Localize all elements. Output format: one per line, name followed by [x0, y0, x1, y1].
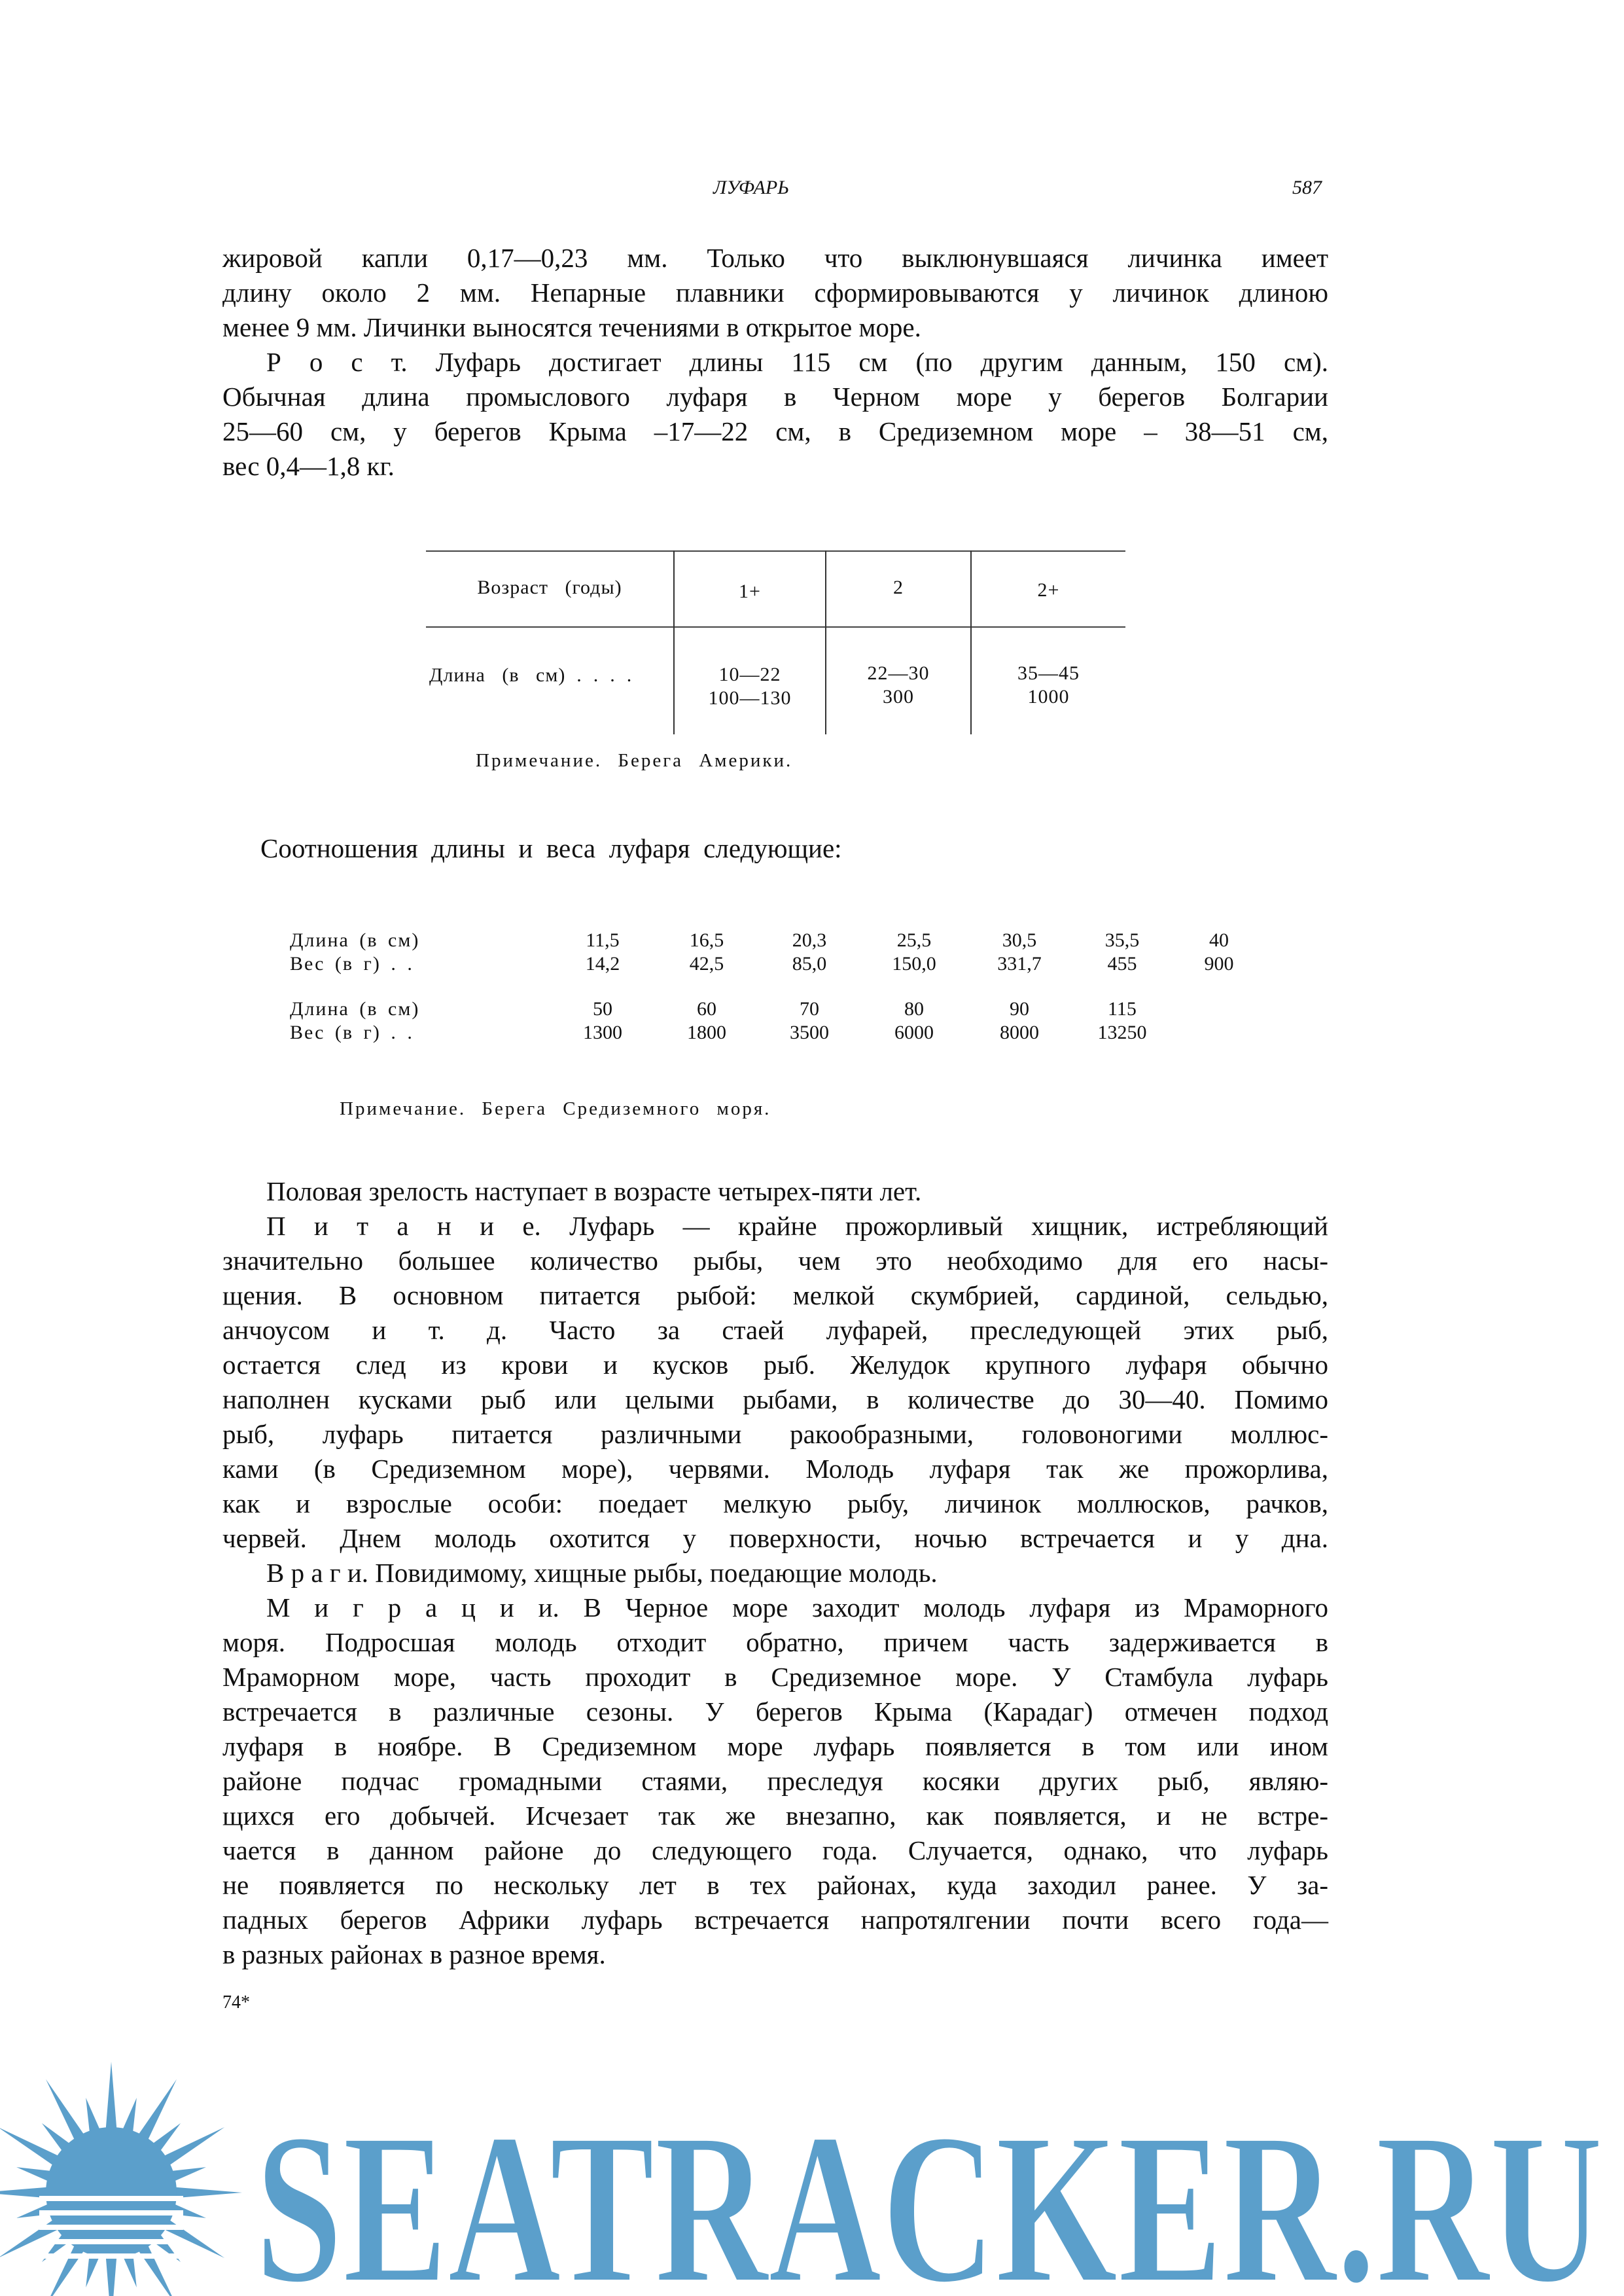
text-line: 25—60 см, у берегов Крыма –17—22 см, в Средиземном море – 38—51 см, [222, 416, 1328, 446]
text-line: остается след из крови и кусков рыб. Желудок крупного луфаря обычно [222, 1350, 1328, 1380]
signature-mark: 74* [222, 1992, 250, 2013]
running-title: ЛУФАРЬ [713, 177, 789, 198]
text-line: моря. Подросшая молодь отходит обратно, причем часть задерживается в [222, 1627, 1328, 1657]
text-line: М и г р а ц и и. В Черное море заходит молодь луфаря из Мраморного [266, 1592, 1328, 1623]
text-line: рыб, луфарь питается различными ракообразными, головоногими моллюс- [222, 1419, 1328, 1449]
table-weight: 1000 [1027, 686, 1070, 708]
weight-value: 13250 [1097, 1022, 1147, 1043]
text-line: червей. Днем молодь охотится у поверхности, ночью встречается и у дна. [222, 1523, 1328, 1553]
length-value: 70 [800, 998, 819, 1020]
weight-label: Вес (в г) . . [290, 1022, 414, 1043]
text-line: жировой капли 0,17—0,23 мм. Только что выклюнувшаяся личинка имеет [222, 243, 1328, 273]
length-value: 50 [593, 998, 612, 1020]
text-line: Р о с т. Луфарь достигает длины 115 см (по другим данным, 150 см). [266, 347, 1328, 377]
table-header-label: Возраст (годы) [477, 577, 622, 598]
seatracker-watermark [0, 2049, 1624, 2296]
length-value: 40 [1209, 929, 1229, 951]
length-value: 20,3 [792, 929, 827, 951]
length-value: 35,5 [1104, 929, 1140, 951]
text-line: падных берегов Африки луфарь встречается напротялгении почти всего года— [222, 1905, 1328, 1935]
weight-value: 455 [1107, 953, 1137, 975]
weight-value: 6000 [894, 1022, 934, 1043]
text-line: как и взрослые особи: поедает мелкую рыбу, личинок моллюсков, рачков, [222, 1488, 1328, 1518]
weight-value: 3500 [790, 1022, 829, 1043]
text-line: длину около 2 мм. Непарные плавники сформировываются у личинок длиною [222, 278, 1328, 308]
table-age: 1+ [739, 581, 761, 602]
length-value: 16,5 [689, 929, 724, 951]
weight-value: 8000 [1000, 1022, 1039, 1043]
weight-value: 14,2 [585, 953, 620, 975]
table-age: 2 [893, 577, 904, 598]
text-line: щения. В основном питается рыбой: мелкой скумбрией, сардиной, сельдью, [222, 1280, 1328, 1310]
length-value: 11,5 [586, 929, 620, 951]
text-line: ками (в Средиземном море), червями. Молодь луфаря так же прожорлива, [222, 1454, 1328, 1484]
text-line: луфаря в ноябре. В Средиземном море луфарь появляется в том или ином [222, 1731, 1328, 1761]
sun-logo-icon [0, 2062, 242, 2296]
text-line: Обычная длина промыслового луфаря в Черном море у берегов Болгарии [222, 382, 1328, 412]
table-note: Примечание. Берега Средиземного моря. [340, 1098, 771, 1119]
sun-ray [105, 2255, 116, 2296]
table-weight: 100—130 [708, 687, 792, 709]
text-line: встречается в различные сезоны. У берегов Крыма (Карадаг) отмечен подход [222, 1696, 1328, 1727]
text-line: чается в данном районе до следующего года. Случается, однако, что луфарь [222, 1835, 1328, 1865]
text-line: вес 0,4—1,8 кг. [222, 451, 395, 481]
weight-value: 85,0 [792, 953, 827, 975]
table-weight: 300 [883, 686, 914, 708]
table-length: 22—30 [867, 662, 930, 684]
text-line: Мраморном море, часть проходит в Средиземное море. У Стамбула луфарь [222, 1662, 1328, 1692]
sun-wave [39, 2253, 183, 2259]
text-line: в разных районах в разное время. [222, 1939, 606, 1969]
weight-value: 1300 [583, 1022, 622, 1043]
table-length: 35—45 [1017, 662, 1080, 684]
weight-label: Вес (в г) . . [290, 953, 414, 975]
text-line: значительно большее количество рыбы, чем это необходимо для его насы- [222, 1246, 1328, 1276]
text-line: наполнен кусками рыб или целыми рыбами, в количестве до 30—40. Помимо [222, 1384, 1328, 1414]
length-value: 115 [1108, 998, 1137, 1020]
text-line: щихся его добычей. Исчезает так же внезапно, как появляется, и не встре- [222, 1801, 1328, 1831]
sun-wave [39, 2210, 183, 2215]
weight-value: 42,5 [689, 953, 724, 975]
weight-value: 150,0 [892, 953, 936, 975]
text-line: П и т а н и е. Луфарь — крайне прожорливый хищник, истребляющий [266, 1211, 1328, 1241]
length-value: 90 [1010, 998, 1029, 1020]
sun-disc [46, 2127, 177, 2258]
sun-ray [105, 2062, 116, 2130]
table-top-rule [426, 550, 1125, 552]
text-line: В р а г и. Повидимому, хищные рыбы, поедающие молодь. [266, 1558, 938, 1588]
text-line: Половая зрелость наступает в возрасте четырех-пяти лет. [266, 1176, 922, 1206]
weight-value: 331,7 [997, 953, 1042, 975]
text-line: районе подчас громадными стаями, преследуя косяки других рыб, являю- [222, 1766, 1328, 1796]
table-row-label: Длина (в см) . . . . [429, 664, 633, 686]
table-note: Примечание. Берега Америки. [476, 750, 793, 771]
length-value: 60 [697, 998, 716, 1020]
length-value: 30,5 [1002, 929, 1037, 951]
table-age: 2+ [1037, 579, 1060, 601]
weight-value: 900 [1204, 953, 1234, 975]
text-line: анчоусом и т. д. Часто за стаей луфарей, преследующей этих рыб, [222, 1315, 1328, 1345]
relation-heading: Соотношения длины и веса луфаря следующие: [260, 833, 842, 863]
length-value: 80 [904, 998, 924, 1020]
table-length: 10—22 [718, 664, 781, 685]
sun-wave [39, 2239, 183, 2244]
length-label: Длина (в см) [290, 998, 420, 1020]
text-line: менее 9 мм. Личинки выносятся течениями в открытое море. [222, 312, 921, 342]
watermark-text: SEATRACKER.RU [255, 2089, 1603, 2296]
length-value: 25,5 [896, 929, 932, 951]
table-header-rule [426, 626, 1125, 628]
weight-value: 1800 [687, 1022, 726, 1043]
sun-wave [39, 2196, 183, 2201]
sun-wave [39, 2225, 183, 2230]
sun-ray [173, 2187, 242, 2198]
page-number: 587 [1292, 177, 1322, 198]
text-line: не появляется по нескольку лет в тех районах, куда заходил ранее. У за- [222, 1870, 1328, 1900]
length-label: Длина (в см) [290, 929, 420, 951]
